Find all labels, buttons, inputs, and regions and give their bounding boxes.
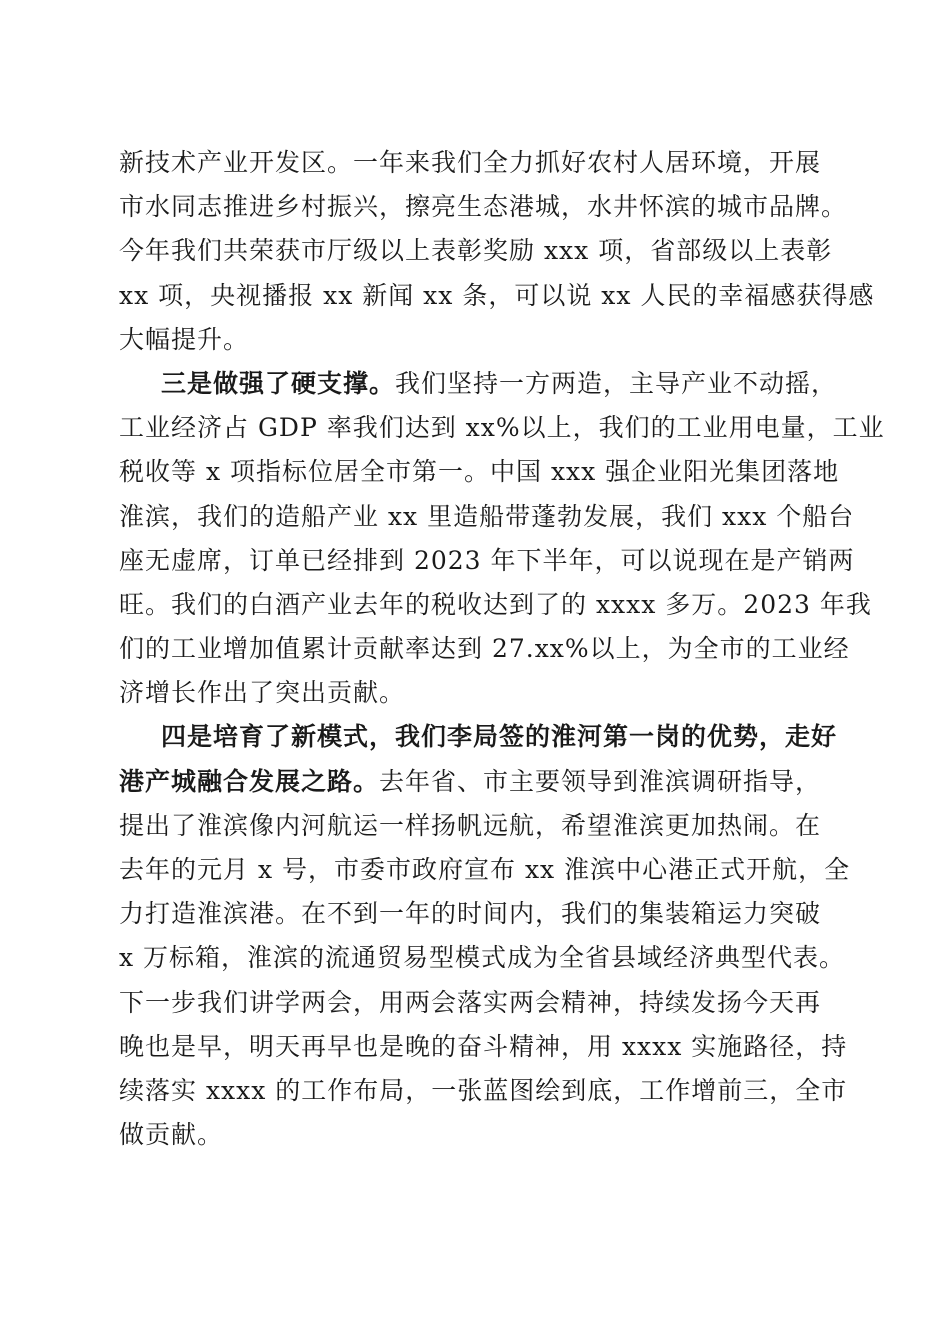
text-line: 淮滨，我们的造船产业 xx 里造船带蓬勃发展，我们 xxx 个船台 <box>119 501 855 531</box>
section-heading: 港产城融合发展之路。 <box>119 766 380 796</box>
text-line: 大幅提升。 <box>119 324 250 354</box>
text-line: 提出了淮滨像内河航运一样扬帆远航，希望淮滨更加热闹。在 <box>119 810 822 840</box>
text-line: 下一步我们讲学两会，用两会落实两会精神，持续发扬今天再 <box>119 987 822 1017</box>
text-line: 工业经济占 GDP 率我们达到 xx%以上，我们的工业用电量，工业 <box>119 413 885 443</box>
text-line: 做贡献。 <box>119 1120 224 1150</box>
text-line: 续落实 xxxx 的工作布局，一张蓝图绘到底，工作增前三，全市 <box>119 1075 848 1105</box>
text-line: xx 项，央视播报 xx 新闻 xx 条，可以说 xx 人民的幸福感获得感 <box>119 280 875 310</box>
text-line: 税收等 x 项指标位居全市第一。中国 xxx 强企业阳光集团落地 <box>119 457 840 487</box>
paragraph-new-model <box>119 715 851 1157</box>
text-line: 去年的元月 x 号，市委市政府宣布 xx 淮滨中心港正式开航，全 <box>119 855 851 884</box>
paragraph-hard-support <box>119 362 885 716</box>
text-span: 我们坚持一方两造，主导产业不动摇， <box>395 368 838 398</box>
text-line: 晚也是早，明天再早也是晚的奋斗精神，用 xxxx 实施路径，持 <box>119 1031 848 1061</box>
document-body <box>119 141 885 1157</box>
text-line: 力打造淮滨港。在不到一年的时间内，我们的集装箱运力突破 <box>119 899 822 929</box>
text-line: 旺。我们的白酒产业去年的税收达到了的 xxxx 多万。2023 年我 <box>119 589 872 619</box>
text-line: x 万标箱，淮滨的流通贸易型模式成为全省县域经济典型代表。 <box>119 943 846 973</box>
text-line <box>119 362 838 406</box>
text-line: 今年我们共荣获市厅级以上表彰奖励 xxx 项，省部级以上表彰 <box>119 236 833 266</box>
text-line <box>119 760 835 804</box>
section-heading: 三是做强了硬支撑。 <box>161 368 396 398</box>
text-line: 们的工业增加值累计贡献率达到 27.xx%以上，为全市的工业经 <box>119 634 850 664</box>
text-line: 市水同志推进乡村振兴，擦亮生态港城，水井怀滨的城市品牌。 <box>119 192 848 222</box>
section-heading: 四是培育了新模式，我们李局签的淮河第一岗的优势，走好 <box>161 722 838 752</box>
text-line: 新技术产业开发区。一年来我们全力抓好农村人居环境，开展 <box>119 148 822 177</box>
text-line: 济增长作出了突出贡献。 <box>119 678 406 708</box>
paragraph-rural-environment <box>119 141 875 362</box>
text-line: 座无虚席，订单已经排到 2023 年下半年，可以说现在是产销两 <box>119 545 855 575</box>
text-span: 去年省、市主要领导到淮滨调研指导， <box>379 766 822 796</box>
